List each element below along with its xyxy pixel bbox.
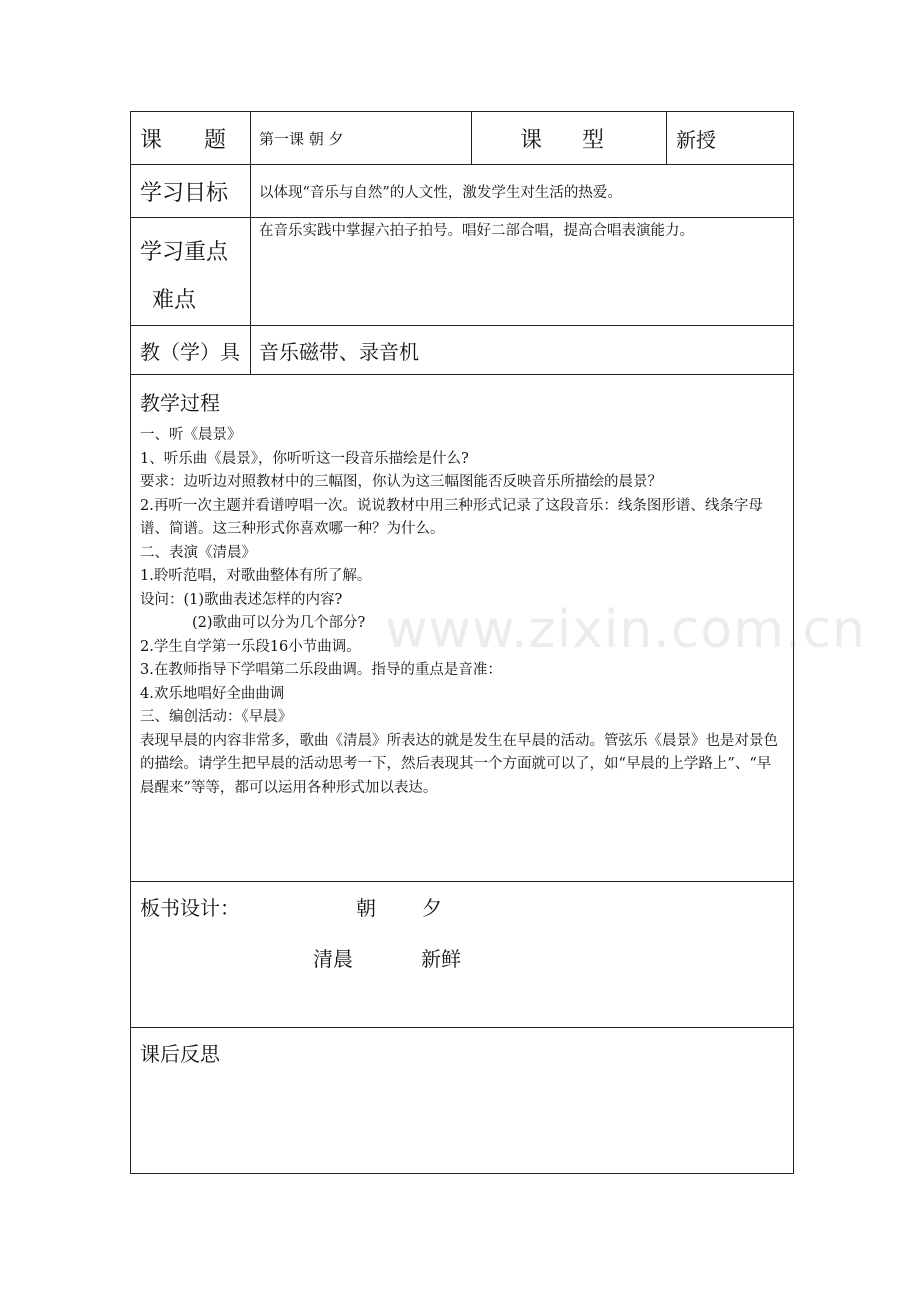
process-line: 2.再听一次主题并看谱哼唱一次。说说教材中用三种形式记录了这段音乐：线条图形谱、线条字母谱、简谱。这三种形式你喜欢哪一种？为什么。 bbox=[140, 497, 763, 537]
process-line: 表现早晨的内容非常多，歌曲《清晨》所表达的就是发生在早晨的活动。管弦乐《晨景》也是对景色的描绘。请学生把早晨的活动思考一下，然后表现其一个方面就可以了，如“早晨的上学路上”、“早晨醒来”等等，都可以运用各种形式加以表达。 bbox=[140, 732, 778, 796]
reflection-title: 课后反思 bbox=[140, 1042, 220, 1066]
board-word-morning: 清晨 bbox=[313, 947, 353, 971]
type-label-b: 型 bbox=[581, 127, 604, 153]
process-line: 三、编创活动：《早晨》 bbox=[140, 709, 293, 725]
tools-label: 教（学）具 bbox=[140, 339, 240, 364]
row-tools bbox=[131, 326, 794, 375]
key-label-line2: 难点 bbox=[152, 288, 197, 313]
process-line: 4.欢乐地唱好全曲曲调 bbox=[140, 685, 285, 702]
process-line: (2)歌曲可以分为几个部分? bbox=[192, 615, 366, 631]
goal-value-cell bbox=[251, 165, 794, 218]
course-value: 第一课 朝 夕 bbox=[259, 129, 344, 148]
type-value: 新授 bbox=[676, 127, 716, 152]
board-word-fresh: 新鲜 bbox=[421, 947, 461, 971]
process-line: 二、表演《清晨》 bbox=[140, 544, 256, 561]
watermark-text: www.zixin.com.cn bbox=[385, 600, 866, 660]
process-cell bbox=[131, 375, 794, 882]
board-word-dusk: 夕 bbox=[422, 896, 442, 920]
key-value-cell bbox=[251, 218, 794, 326]
goal-label: 学习目标 bbox=[140, 180, 229, 206]
key-label-cell bbox=[131, 218, 251, 326]
course-label-cell bbox=[131, 112, 251, 165]
board-word-dawn: 朝 bbox=[356, 896, 376, 920]
row-key bbox=[131, 218, 794, 326]
key-label-line1: 学习重点 bbox=[140, 240, 229, 265]
process-line: 要求：边听边对照教材中的三幅图，你认为这三幅图能否反映音乐所描绘的晨景？ bbox=[140, 474, 662, 490]
process-line: 一、听《晨景》 bbox=[140, 427, 242, 443]
row-process bbox=[131, 375, 794, 882]
type-label-cell bbox=[472, 112, 667, 165]
tools-value-cell bbox=[251, 326, 794, 375]
process-line: 2.学生自学第一乐段16小节曲调。 bbox=[140, 638, 361, 655]
board-cell bbox=[131, 882, 794, 1028]
lesson-plan-table bbox=[130, 111, 794, 1174]
tools-value: 音乐磁带、录音机 bbox=[259, 339, 419, 364]
goal-value: 以体现“音乐与自然”的人文性，激发学生对生活的热爱。 bbox=[259, 184, 622, 201]
row-board bbox=[131, 882, 794, 1028]
process-line: 3.在教师指导下学唱第二乐段曲调。指导的重点是音准： bbox=[140, 662, 502, 678]
process-line: 1.聆听范唱，对歌曲整体有所了解。 bbox=[140, 568, 372, 584]
course-label-a: 课 bbox=[140, 127, 163, 153]
reflection-cell bbox=[131, 1028, 794, 1174]
process-title: 教学过程 bbox=[140, 391, 220, 415]
course-value-cell bbox=[251, 112, 472, 165]
key-value: 在音乐实践中掌握六拍子拍号。唱好二部合唱，提高合唱表演能力。 bbox=[259, 223, 694, 239]
goal-label-cell bbox=[131, 165, 251, 218]
board-title: 板书设计： bbox=[140, 896, 240, 920]
course-label-b: 题 bbox=[203, 127, 226, 153]
row-goal bbox=[131, 165, 794, 218]
type-value-cell bbox=[667, 112, 794, 165]
row-course bbox=[131, 112, 794, 165]
type-label-a: 课 bbox=[520, 127, 543, 153]
row-reflection bbox=[131, 1028, 794, 1174]
process-line: 设问：(1)歌曲表述怎样的内容? bbox=[140, 591, 343, 608]
process-line: 1、听乐曲《晨景》，你听听这一段音乐描绘是什么? bbox=[140, 450, 469, 467]
tools-label-cell bbox=[131, 326, 251, 375]
